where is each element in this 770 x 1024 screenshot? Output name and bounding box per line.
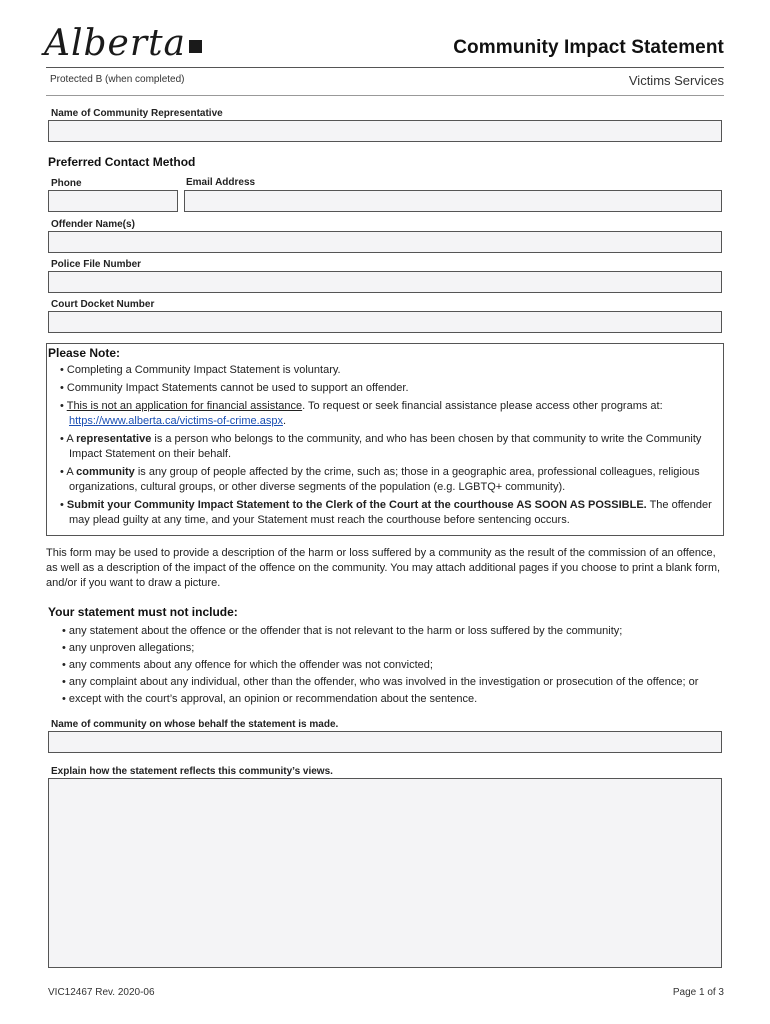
must-not-item: • any complaint about any individual, other than the offender, who was involved in the investigation or prosecution of the offence; or <box>62 674 698 691</box>
offender-label: Offender Name(s) <box>51 219 135 230</box>
phone-label: Phone <box>51 178 82 189</box>
rep-post: is a person who belongs to the community, and who has been chosen by that community to write the Community Impact Statement on their behalf. <box>69 433 702 460</box>
must-not-item: • any comments about any offence for which the offender was not convicted; <box>62 657 698 674</box>
community-name-input[interactable] <box>48 731 722 753</box>
financial-text: . To request or seek financial assistance please access other programs at: <box>302 400 663 412</box>
offender-input[interactable] <box>48 231 722 253</box>
phone-input[interactable] <box>48 190 178 212</box>
victims-of-crime-link[interactable]: https://www.alberta.ca/victims-of-crime.aspx <box>69 415 283 427</box>
form-intro-paragraph: This form may be used to provide a description of the harm or loss suffered by a community as the result of the commission of an offence, as well as a description of the impact of the offence on the community. You may attach additional pages if you choose to print a blank form, and/or if you want to draw a picture. <box>46 547 721 589</box>
form-title: Community Impact Statement <box>453 37 724 58</box>
submit-post: The offender may plead guilty at any time, and your Statement must reach the courthouse before sentencing occurs. <box>69 499 712 526</box>
must-not-item: • any statement about the offence or the offender that is not relevant to the harm or loss suffered by the community; <box>62 623 698 640</box>
header-divider <box>46 67 724 68</box>
must-not-include-list <box>62 623 698 708</box>
community-views-textarea[interactable] <box>48 778 722 968</box>
contact-method-heading: Preferred Contact Method <box>48 155 196 169</box>
please-note-box <box>46 343 724 536</box>
email-label: Email Address <box>186 177 256 188</box>
note-item-voluntary: • Completing a Community Impact Statement is voluntary. <box>47 363 723 378</box>
court-docket-label: Court Docket Number <box>51 299 155 310</box>
community-name-label: Name of community on whose behalf the statement is made. <box>51 719 339 730</box>
financial-disclaimer: This is not an application for financial assistance <box>66 400 303 412</box>
police-file-input[interactable] <box>48 271 722 293</box>
classification-label: Protected B (when completed) <box>50 74 185 85</box>
note-item-support: • Community Impact Statements cannot be used to support an offender. <box>47 381 723 396</box>
please-note-title: Please Note: <box>48 346 121 360</box>
must-not-item: • any unproven allegations; <box>62 640 698 657</box>
financial-end: . <box>282 415 287 427</box>
department-label: Victims Services <box>628 73 724 88</box>
email-input[interactable] <box>184 190 722 212</box>
rep-bold: representative <box>76 433 152 445</box>
community-views-label: Explain how the statement reflects this community’s views. <box>51 766 333 777</box>
submit-bold: Submit your Community Impact Statement to the Clerk of the Court at the courthouse AS SOON AS POSSIBLE. <box>66 499 647 511</box>
rep-pre: A <box>66 433 77 445</box>
community-post: is any group of people affected by the crime, such as; those in a geographic area, professional colleagues, religious organizations, cultural groups, or other diverse segments of the population (e.g. LGBTQ+ community). <box>69 466 700 493</box>
note-item-financial <box>47 399 723 429</box>
logo-mark-icon <box>189 40 202 53</box>
note-item-community <box>47 465 723 495</box>
must-not-item: • except with the court’s approval, an opinion or recommendation about the sentence. <box>62 691 698 708</box>
note-item-submit <box>47 498 723 528</box>
police-file-label: Police File Number <box>51 259 142 270</box>
form-id: VIC12467 Rev. 2020-06 <box>48 987 155 998</box>
subheader-divider <box>46 95 724 96</box>
community-pre: A <box>66 466 77 478</box>
must-not-include-heading: Your statement must not include: <box>48 605 238 619</box>
community-rep-label: Name of Community Representative <box>51 108 223 119</box>
page-number: Page 1 of 3 <box>672 987 724 998</box>
court-docket-input[interactable] <box>48 311 722 333</box>
alberta-logo <box>44 23 202 64</box>
community-bold: community <box>76 466 135 478</box>
community-rep-input[interactable] <box>48 120 722 142</box>
please-note-list <box>47 363 723 528</box>
logo-wordmark: Alberta <box>44 23 186 64</box>
note-item-representative <box>47 432 723 462</box>
